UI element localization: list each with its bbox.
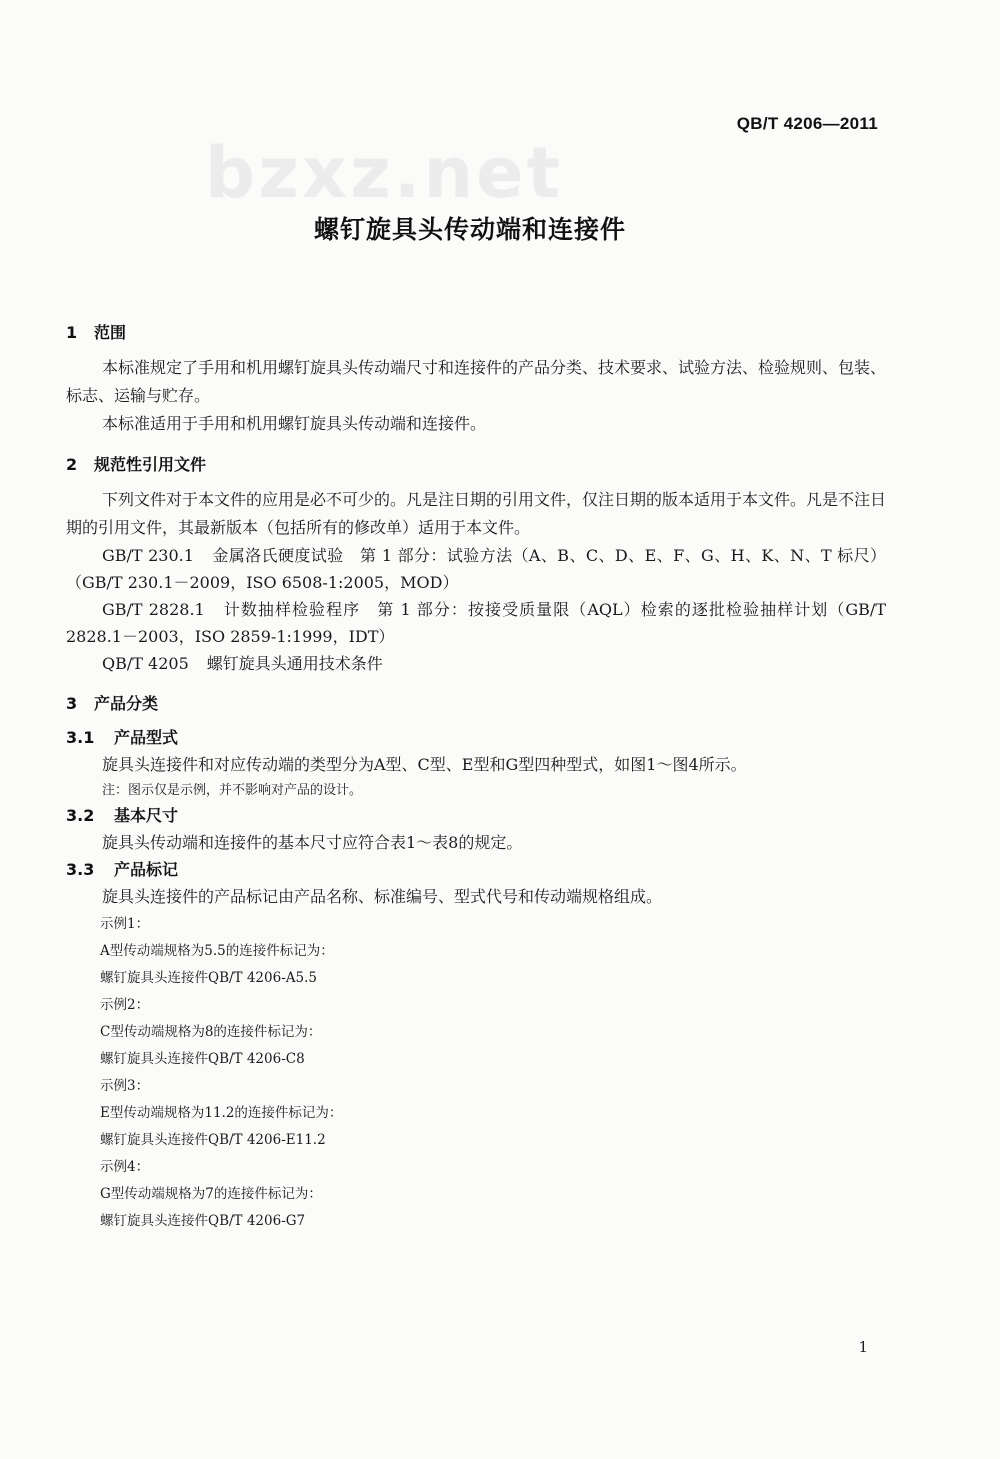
subsection-number: 3.2 bbox=[66, 806, 95, 825]
example-description: C型传动端规格为8的连接件标记为： bbox=[100, 1024, 322, 1040]
reference-text: 金属洛氏硬度试验 第 1 部分：试验方法（A、B、C、D、E、F、G、H、K、N、T 标尺）（GB/T 230.1－2009，ISO 6508-1:2005，MOD） bbox=[66, 546, 886, 592]
section-number: 1 bbox=[66, 323, 78, 342]
reference-item bbox=[66, 596, 886, 650]
section-heading-scope bbox=[66, 318, 886, 348]
paragraph: 下列文件对于本文件的应用是必不可少的。凡是注日期的引用文件，仅注日期的版本适用于本文件。凡是不注日期的引用文件，其最新版本（包括所有的修改单）适用于本文件。 bbox=[66, 490, 887, 537]
subsection-heading bbox=[66, 803, 886, 829]
reference-text: 螺钉旋具头通用技术条件 bbox=[206, 654, 383, 673]
watermark: bzxz.net bbox=[205, 132, 564, 214]
subsection-number: 3.3 bbox=[66, 860, 95, 879]
example-label: 示例1： bbox=[100, 916, 150, 932]
reference-text: 计数抽样检验程序 第 1 部分：按接受质量限（AQL）检索的逐批检验抽样计划（GB/T 2828.1－2003，ISO 2859-1:1999，IDT） bbox=[66, 600, 886, 646]
subsection-title: 产品型式 bbox=[114, 728, 179, 747]
subsection-heading bbox=[66, 725, 886, 751]
section-number: 3 bbox=[66, 694, 78, 713]
document-body bbox=[66, 318, 886, 1235]
document-title: 螺钉旋具头传动端和连接件 bbox=[313, 215, 626, 244]
example-mark: 螺钉旋具头连接件QB/T 4206-C8 bbox=[100, 1051, 305, 1067]
paragraph: 旋具头连接件的产品标记由产品名称、标准编号、型式代号和传动端规格组成。 bbox=[102, 887, 663, 906]
subsection-heading bbox=[66, 857, 886, 883]
reference-item bbox=[66, 650, 886, 677]
paragraph: 本标准适用于手用和机用螺钉旋具头传动端和连接件。 bbox=[102, 414, 487, 433]
example-label: 示例3： bbox=[100, 1078, 150, 1094]
standard-number: QB/T 4206—2011 bbox=[736, 114, 878, 133]
reference-code: GB/T 2828.1 bbox=[102, 600, 205, 619]
reference-item bbox=[66, 542, 886, 596]
section-title: 范围 bbox=[94, 323, 127, 342]
note: 注：图示仅是示例，并不影响对产品的设计。 bbox=[102, 783, 363, 798]
example-description: G型传动端规格为7的连接件标记为： bbox=[100, 1186, 322, 1202]
example-description: E型传动端规格为11.2的连接件标记为： bbox=[100, 1105, 343, 1121]
example-mark: 螺钉旋具头连接件QB/T 4206-A5.5 bbox=[100, 970, 317, 986]
reference-code: QB/T 4205 bbox=[102, 654, 189, 673]
paragraph: 旋具头传动端和连接件的基本尺寸应符合表1～表8的规定。 bbox=[102, 833, 523, 852]
subsection-title: 产品标记 bbox=[114, 860, 179, 879]
section-number: 2 bbox=[66, 455, 78, 474]
example-mark: 螺钉旋具头连接件QB/T 4206-G7 bbox=[100, 1213, 306, 1229]
subsection-number: 3.1 bbox=[66, 728, 95, 747]
example-label: 示例2： bbox=[100, 997, 150, 1013]
section-title: 产品分类 bbox=[94, 694, 159, 713]
section-heading-product-classification bbox=[66, 689, 886, 719]
example-label: 示例4： bbox=[100, 1159, 150, 1175]
section-heading-normative-references bbox=[66, 450, 886, 480]
section-title: 规范性引用文件 bbox=[94, 455, 207, 474]
reference-code: GB/T 230.1 bbox=[102, 546, 194, 565]
example-description: A型传动端规格为5.5的连接件标记为： bbox=[100, 943, 334, 959]
paragraph: 本标准规定了手用和机用螺钉旋具头传动端尺寸和连接件的产品分类、技术要求、试验方法、检验规则、包装、标志、运输与贮存。 bbox=[66, 358, 887, 405]
example-mark: 螺钉旋具头连接件QB/T 4206-E11.2 bbox=[100, 1132, 326, 1148]
subsection-title: 基本尺寸 bbox=[114, 806, 179, 825]
paragraph: 旋具头连接件和对应传动端的类型分为A型、C型、E型和G型四种型式，如图1～图4所示。 bbox=[102, 755, 747, 774]
page-number: 1 bbox=[858, 1338, 868, 1356]
